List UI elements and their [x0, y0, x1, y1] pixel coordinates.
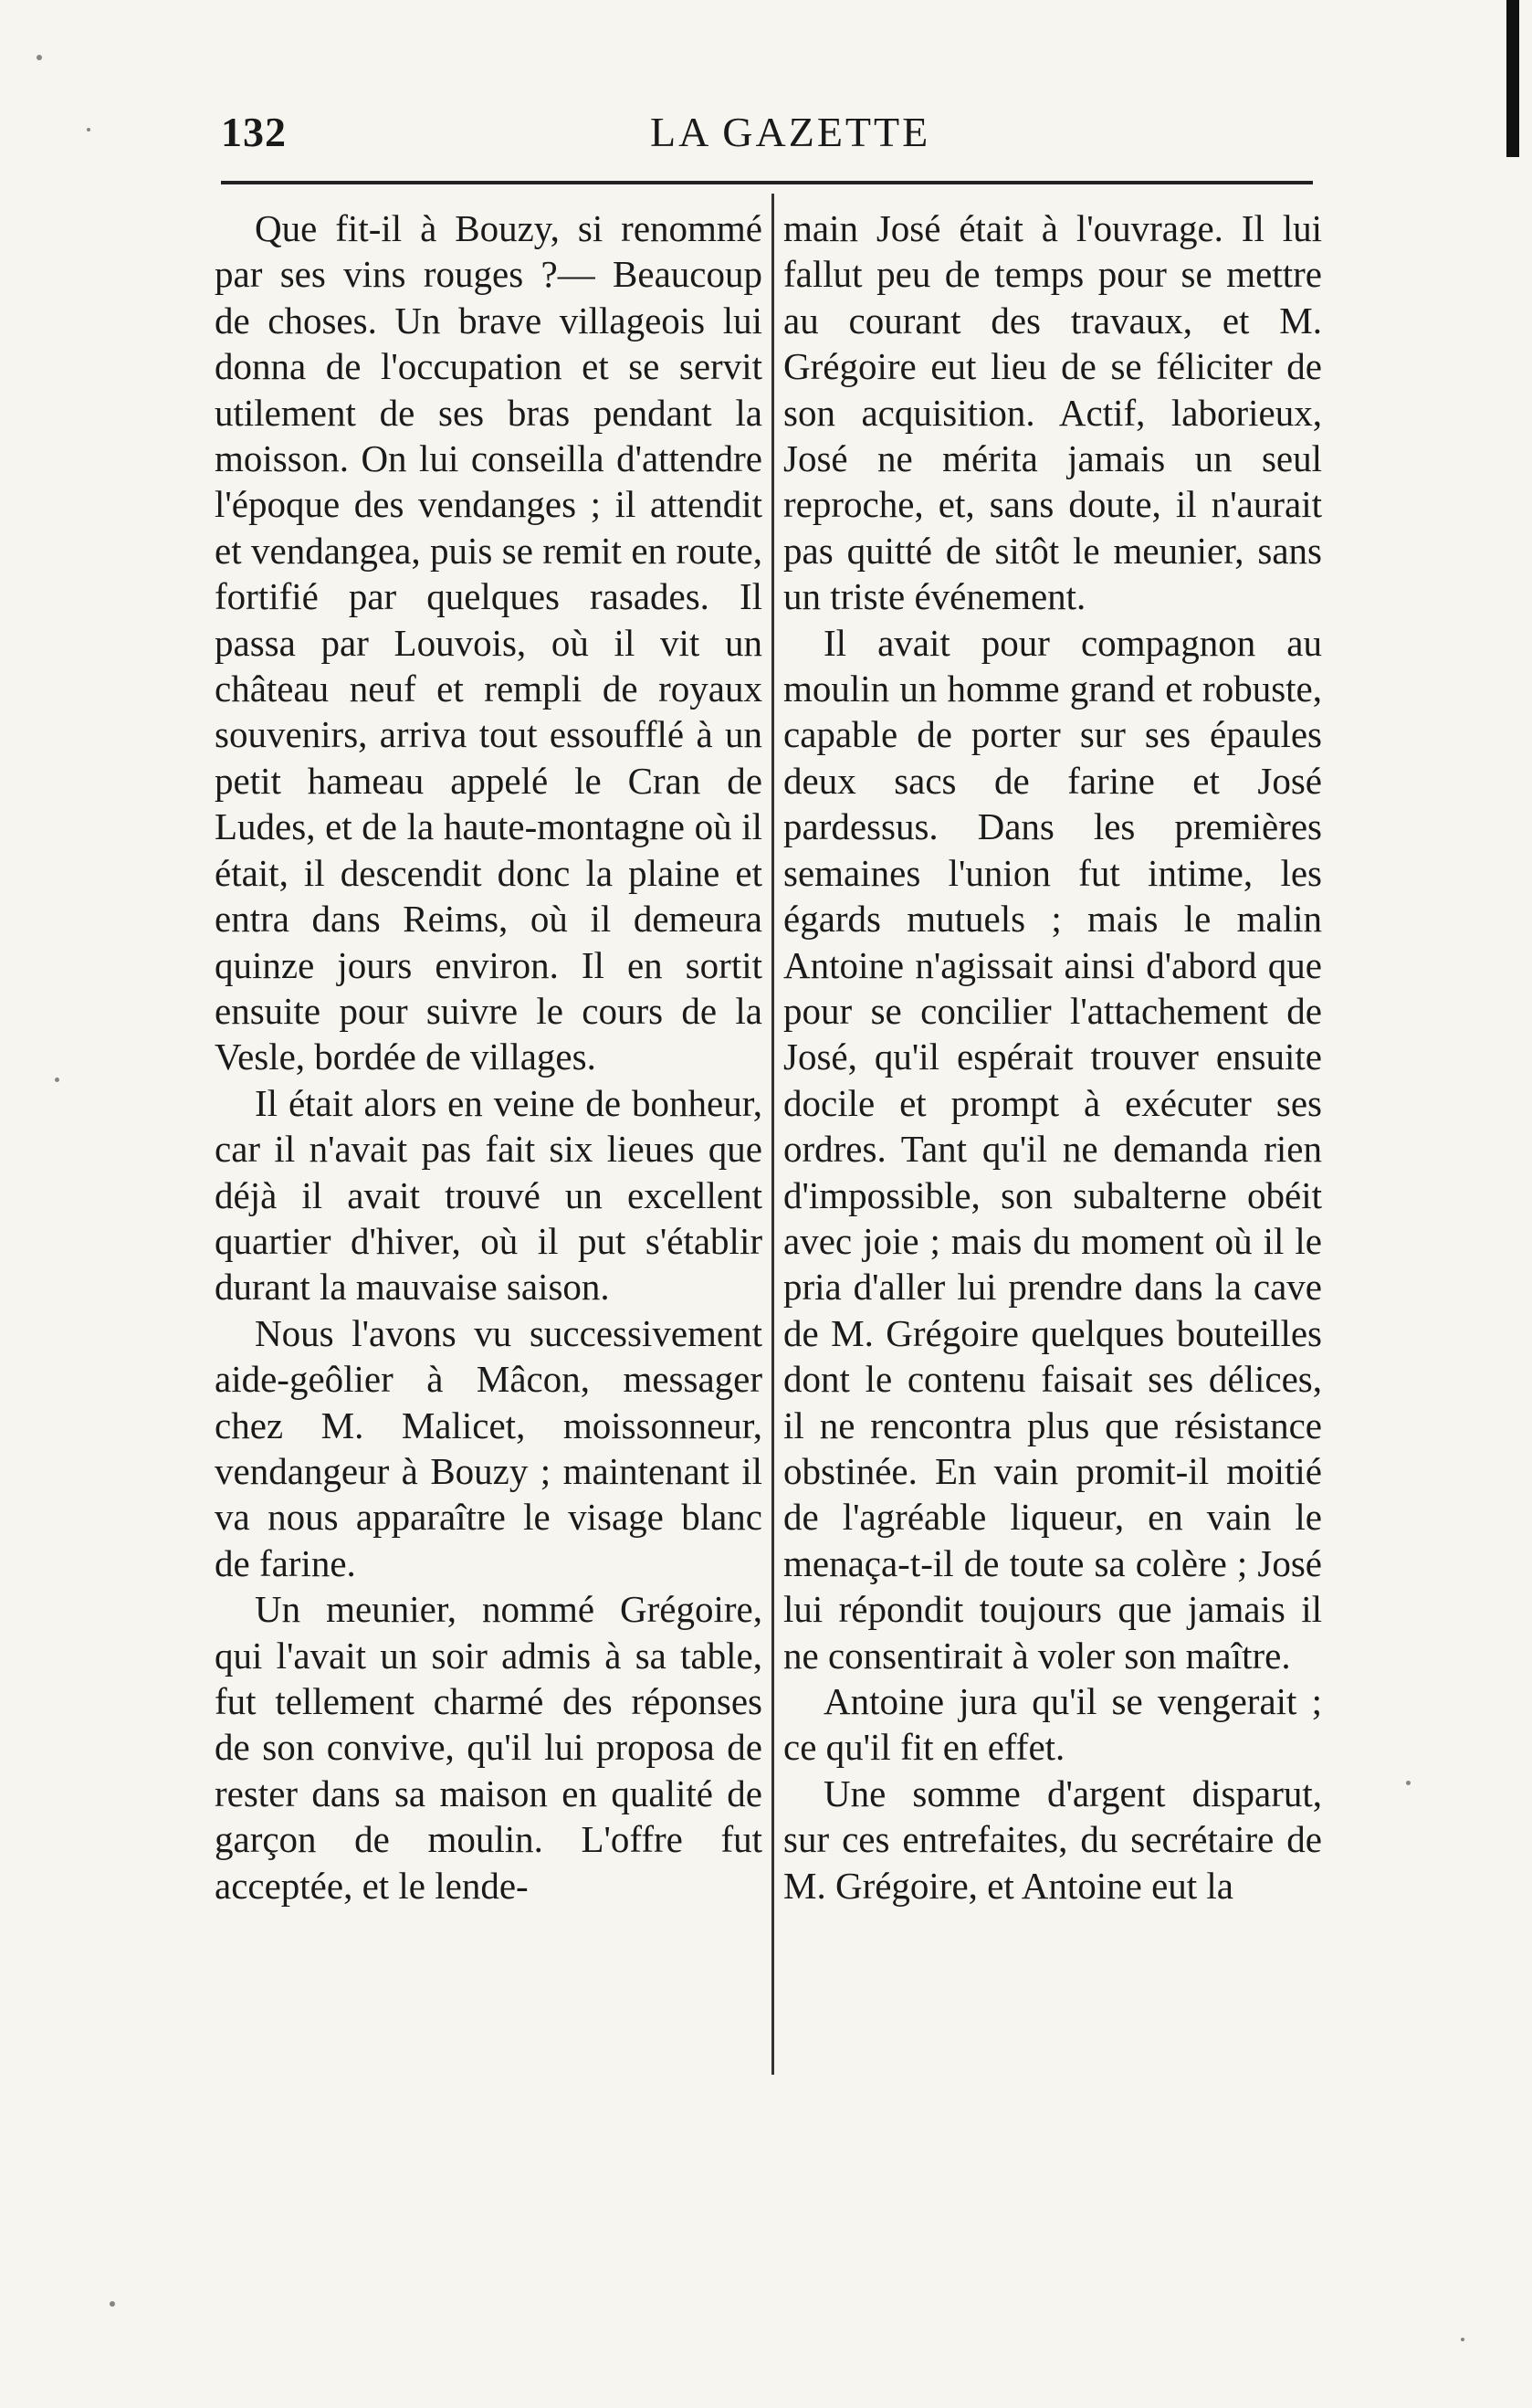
column-divider — [771, 194, 774, 2075]
page-number: 132 — [221, 109, 287, 155]
right-paragraph: Une somme d'argent disparut, sur ces entrefaites, du secrétaire de M. Grégoire, et Antoine eut la — [783, 1772, 1322, 1907]
left-paragraph: Nous l'avons vu successivement aide-geôlier à Mâcon, messager chez M. Malicet, moissonneur, vendangeur à Bouzy ; maintenant il va nous apparaître le visage blanc de farine. — [215, 1311, 762, 1584]
scan-speck — [1461, 2338, 1464, 2341]
left-paragraph: Un meunier, nommé Grégoire, qui l'avait un soir admis à sa table, fut tellement charmé des réponses de son convive, qu'il lui proposa de rester dans sa maison en qualité de garçon de moulin. L'offre fut acceptée, et le lende- — [215, 1588, 762, 1907]
scan-speck — [87, 128, 90, 131]
header-rule — [221, 181, 1313, 184]
scan-speck — [1406, 1781, 1411, 1785]
running-title: LA GAZETTE — [650, 109, 931, 155]
left-paragraph: Il était alors en veine de bonheur, car il n'avait pas fait six lieues que déjà il avait trouvé un excellent quartier d'hiver, où il put s'établir durant la mauvaise saison. — [215, 1081, 762, 1309]
page-header — [221, 108, 1317, 172]
scan-speck — [55, 1078, 59, 1082]
right-column — [783, 205, 1322, 1909]
left-paragraph: Que fit-il à Bouzy, si renommé par ses vins rouges ?— Beaucoup de choses. Un brave villageois lui donna de l'occupation et se servit utilement de ses bras pendant la moisson. On lui conseilla d'attendre l'époque des vendanges ; il attendit et vendangea, puis se remit en route, fortifié par quelques rasades. Il passa par Louvois, où il vit un château neuf et rempli de royaux souvenirs, arriva tout essoufflé à un petit hameau appelé le Cran de Ludes, et de la haute-montagne où il était, il descendit donc la plaine et entra dans Reims, où il demeura quinze jours environ. Il en sortit ensuite pour suivre le cours de la Vesle, bordée de villages. — [215, 207, 762, 1078]
scan-edge-mark — [1506, 0, 1519, 157]
left-column — [215, 205, 762, 1909]
right-continuation: main José était à l'ouvrage. Il lui fallut peu de temps pour se mettre au courant des travaux, et M. Grégoire eut lieu de se féliciter de son acquisition. Actif, laborieux, José ne mérita jamais un seul reproche, et, sans doute, il n'aurait pas quitté de sitôt le meunier, sans un triste événement. — [783, 207, 1322, 618]
scan-speck — [110, 2301, 115, 2307]
scan-speck — [37, 55, 42, 60]
right-paragraph: Antoine jura qu'il se vengerait ; ce qu'il fit en effet. — [783, 1680, 1322, 1769]
right-paragraph: Il avait pour compagnon au moulin un homme grand et robuste, capable de porter sur ses épaules deux sacs de farine et José pardessus. Dans les premières semaines l'union fut intime, les égards mutuels ; mais le malin Antoine n'agissait ainsi d'abord que pour se concilier l'attachement de José, qu'il espérait trouver ensuite docile et prompt à exécuter ses ordres. Tant qu'il ne demanda rien d'impossible, son subalterne obéit avec joie ; mais du moment où il le pria d'aller lui prendre dans la cave de M. Grégoire quelques bouteilles dont le contenu faisait ses délices, il ne rencontra plus que résistance obstinée. En vain promit-il moitié de l'agréable liqueur, en vain le menaça-t-il de toute sa colère ; José lui répondit toujours que jamais il ne consentirait à voler son maître. — [783, 621, 1322, 1677]
